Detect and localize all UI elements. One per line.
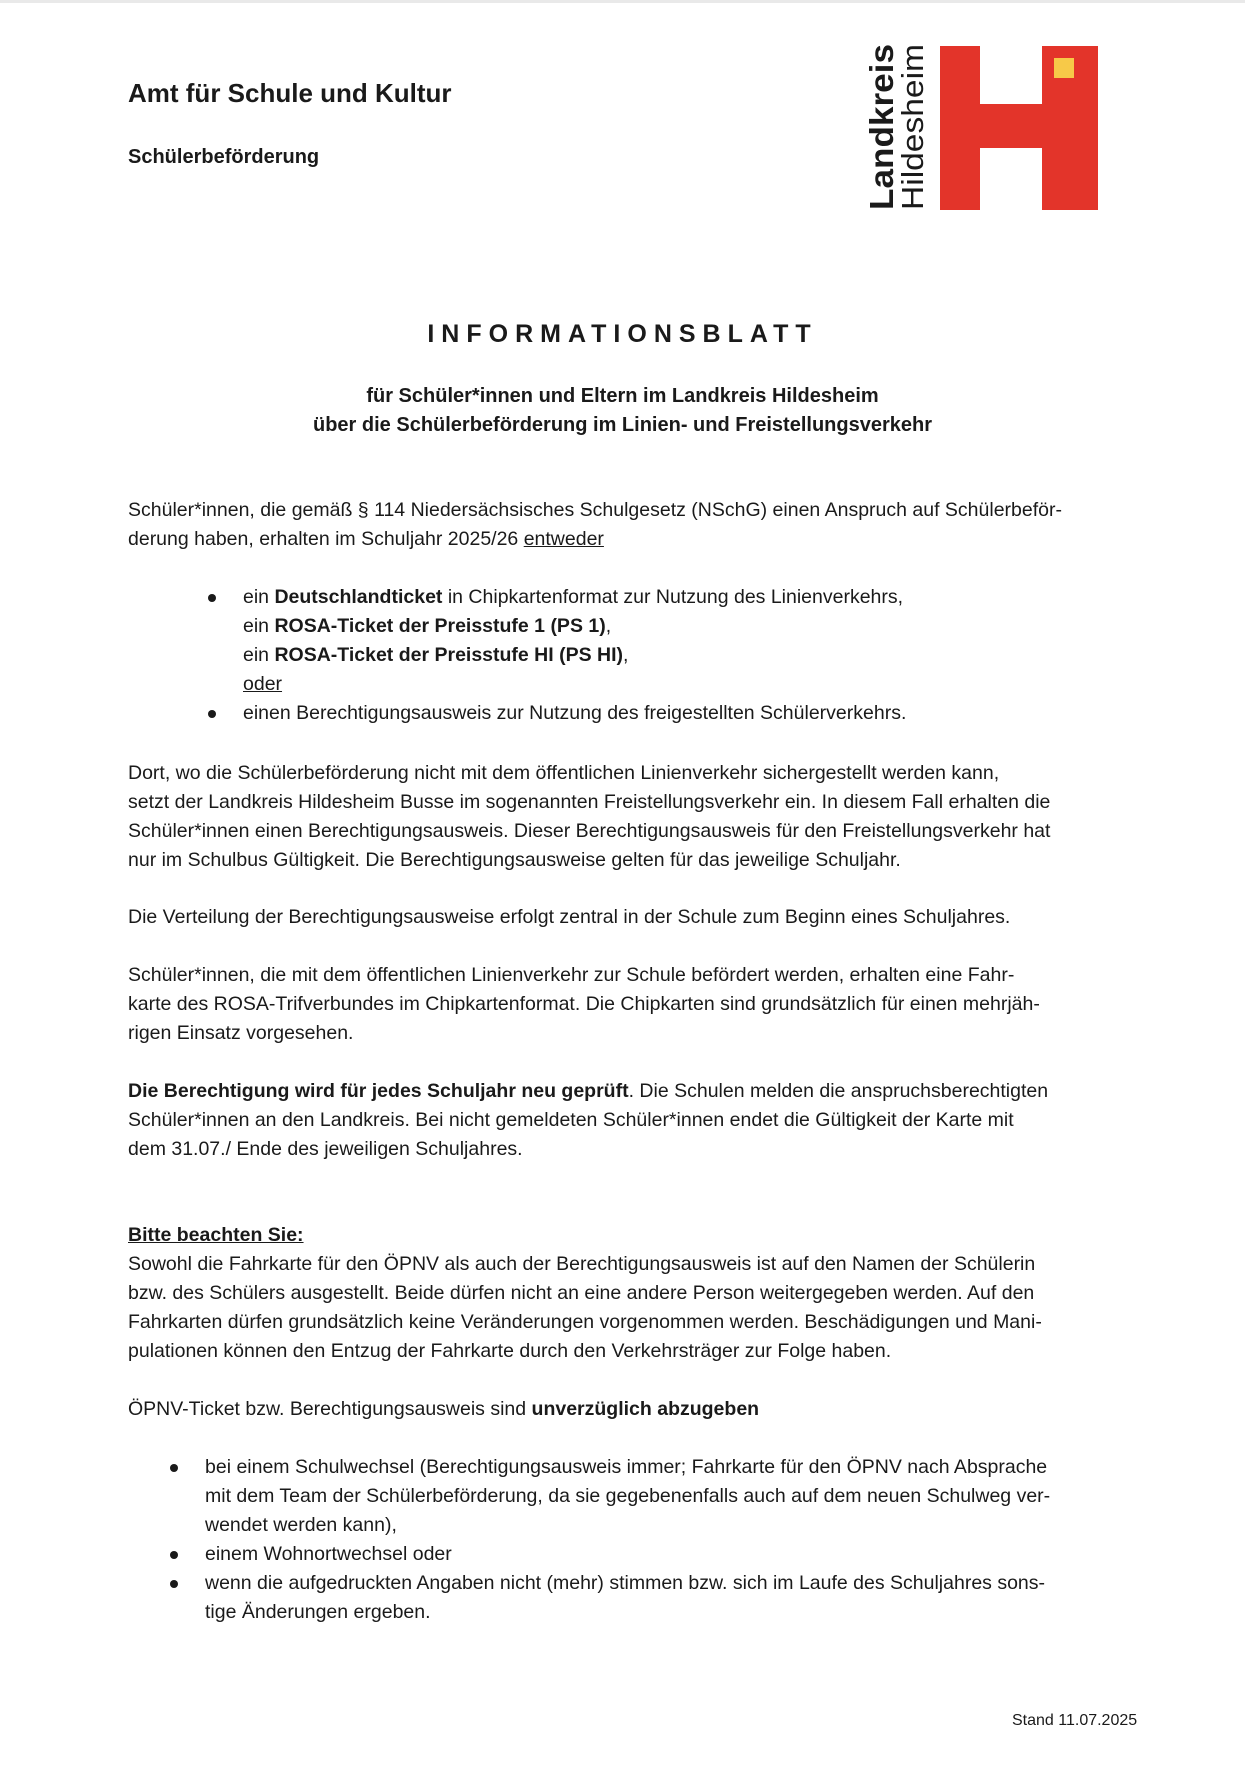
list-item <box>243 583 906 612</box>
verteilung-paragraph: Die Verteilung der Berechtigungsausweise erfolgt zentral in der Schule zum Beginn eines Schuljahres. <box>128 906 1011 928</box>
paragraph-line: Schüler*innen an den Landkreis. Bei nicht gemeldeten Schüler*innen endet die Gültigkeit der Karte mit <box>128 1109 1014 1131</box>
list-item-continuation <box>243 612 906 641</box>
paragraph-line <box>128 1077 1148 1106</box>
item-line: mit dem Team der Schülerbeförderung, da sie gegebenenfalls auch auf dem neuen Schulweg ver- <box>205 1485 1051 1507</box>
berechtigung-bold: Die Berechtigung wird für jedes Schuljahr neu geprüft <box>128 1080 629 1102</box>
rosa-ps1-bold: ROSA-Ticket der Preisstufe 1 (PS 1) <box>274 615 606 637</box>
paragraph-line: karte des ROSA-Trifverbundes im Chipkartenformat. Die Chipkarten sind grundsätzlich für einen mehrjäh- <box>128 993 1040 1015</box>
logo-text-landkreis: Landkreis <box>863 54 900 210</box>
intro-line-2 <box>128 525 1148 554</box>
paragraph-line: Schüler*innen einen Berechtigungsausweis. Dieser Berechtigungsausweis für den Freistellungsverkehr hat <box>128 820 1051 842</box>
item-line: tige Änderungen ergeben. <box>205 1601 431 1623</box>
bullet-icon <box>208 594 216 602</box>
freistellungsverkehr-paragraph <box>128 759 1148 875</box>
list-item <box>205 1569 1165 1627</box>
return-intro <box>128 1395 1148 1424</box>
item-text: ein <box>243 644 275 666</box>
paragraph-line: setzt der Landkreis Hildesheim Busse im sogenannten Freistellungsverkehr ein. In diesem Fall erhalten die <box>128 791 1051 813</box>
logo-text-hildesheim: Hildesheim <box>895 56 930 210</box>
entweder-underlined: entweder <box>523 528 604 550</box>
return-conditions-list <box>205 1453 1165 1627</box>
paragraph-line: Dort, wo die Schülerbeförderung nicht mit dem öffentlichen Linienverkehr sichergestellt werden kann, <box>128 762 1000 784</box>
rosa-pshi-bold: ROSA-Ticket der Preisstufe HI (PS HI) <box>274 644 624 666</box>
subtitle-line-1: für Schüler*innen und Eltern im Landkreis Hildesheim <box>366 385 879 407</box>
paragraph-line: Schüler*innen, die mit dem öffentlichen Linienverkehr zur Schule befördert werden, erhalten eine Fahr- <box>128 964 1015 986</box>
item-text: ein <box>243 615 275 637</box>
bullet-icon <box>170 1464 178 1472</box>
deutschlandticket-bold: Deutschlandticket <box>274 586 443 608</box>
ticket-options-list <box>243 583 906 728</box>
item-line: bei einem Schulwechsel (Berechtigungsausweis immer; Fahrkarte für den ÖPNV nach Absprache <box>205 1456 1048 1478</box>
notice-heading-text: Bitte beachten Sie: <box>128 1224 304 1246</box>
item-line: wendet werden kann), <box>205 1514 397 1536</box>
paragraph-line: Fahrkarten dürfen grundsätzlich keine Veränderungen vorgenommen werden. Beschädigungen und Mani- <box>128 1311 1042 1333</box>
paragraph-line: rigen Einsatz vorgesehen. <box>128 1022 354 1044</box>
list-item <box>243 699 906 728</box>
notice-heading <box>128 1221 1148 1250</box>
logo-square <box>1054 58 1074 78</box>
linienverkehr-paragraph <box>128 961 1148 1048</box>
intro-line-2-text: derung haben, erhalten im Schuljahr 2025/26 <box>128 528 524 550</box>
item-text: , <box>605 615 612 637</box>
berechtigung-paragraph <box>128 1077 1148 1164</box>
bullet-icon <box>170 1551 178 1559</box>
bullet-icon <box>208 710 216 718</box>
bullet-icon <box>170 1580 178 1588</box>
item-text: in Chipkartenformat zur Nutzung des Linienverkehrs, <box>442 586 904 608</box>
stand-date: Stand 11.07.2025 <box>1012 1712 1138 1729</box>
item-text: ein <box>243 586 275 608</box>
paragraph-text: . Die Schulen melden die anspruchsberechtigten <box>628 1080 1049 1102</box>
paragraph-line: bzw. des Schülers ausgestellt. Beide dürfen nicht an eine andere Person weitergegeben werden. Auf den <box>128 1282 1035 1304</box>
paragraph-line: pulationen können den Entzug der Fahrkarte durch den Verkehrsträger zur Folge haben. <box>128 1340 892 1362</box>
unverzueglich-bold: unverzüglich abzugeben <box>531 1398 760 1420</box>
item-text: , <box>623 644 629 666</box>
return-intro-text: ÖPNV-Ticket bzw. Berechtigungsausweis sind <box>128 1398 532 1420</box>
paragraph-line: nur im Schulbus Gültigkeit. Die Berechtigungsausweise gelten für das jeweilige Schuljahr. <box>128 849 901 871</box>
paragraph-line: dem 31.07./ Ende des jeweiligen Schuljahres. <box>128 1138 523 1160</box>
paragraph-line: Sowohl die Fahrkarte für den ÖPNV als auch der Berechtigungsausweis ist auf den Namen der Schülerin <box>128 1253 1036 1275</box>
item-text: einen Berechtigungsausweis zur Nutzung des freigestellten Schülerverkehrs. <box>243 702 907 724</box>
department-name: Amt für Schule und Kultur <box>128 78 452 108</box>
notice-section <box>128 1221 1148 1366</box>
logo-h-shape <box>940 46 1098 210</box>
intro-line-1: Schüler*innen, die gemäß § 114 Niedersächsisches Schulgesetz (NSchG) einen Anspruch auf Schülerbeför- <box>128 499 1062 521</box>
subdepartment-name: Schülerbeförderung <box>128 146 320 168</box>
item-line: einem Wohnortwechsel oder <box>205 1543 452 1565</box>
list-item-continuation <box>243 670 906 699</box>
list-item <box>205 1540 1165 1569</box>
list-item-continuation <box>243 641 906 670</box>
list-item <box>205 1453 1165 1540</box>
document-subtitle <box>0 382 1245 440</box>
intro-paragraph <box>128 496 1148 554</box>
item-line: wenn die aufgedruckten Angaben nicht (mehr) stimmen bzw. sich im Laufe des Schuljahres sons- <box>205 1572 1046 1594</box>
subtitle-line-2: über die Schülerbeförderung im Linien- und Freistellungsverkehr <box>313 414 932 436</box>
top-border <box>0 0 1245 3</box>
oder-underlined: oder <box>243 673 283 695</box>
document-title: INFORMATIONSBLATT <box>427 320 818 348</box>
landkreis-hildesheim-logo <box>862 44 1098 212</box>
